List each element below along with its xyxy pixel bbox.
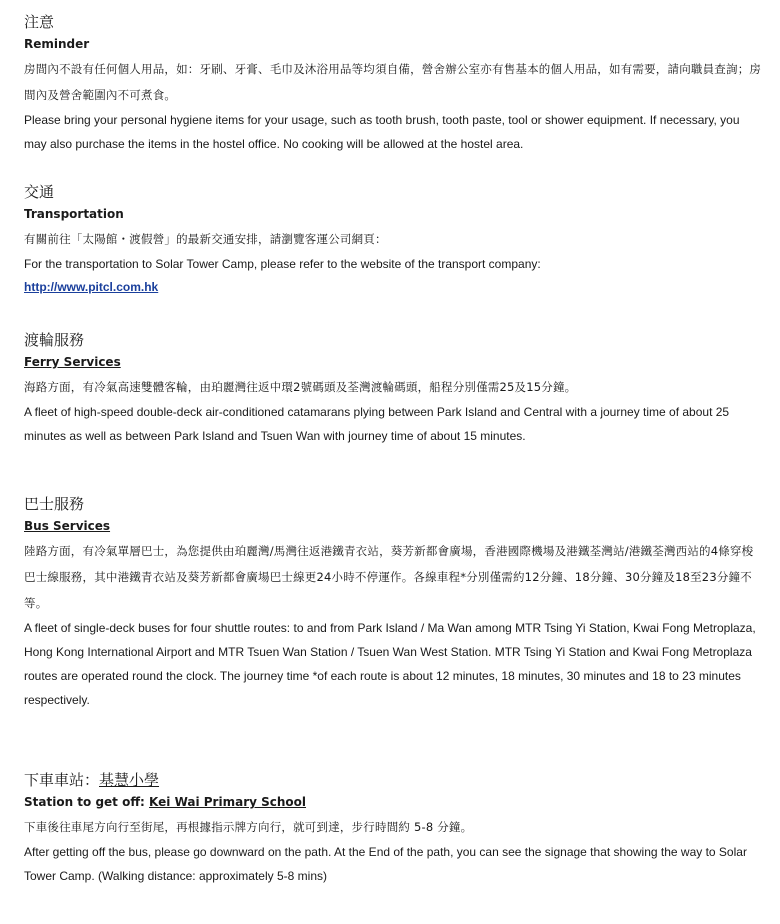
station-zh-title-prefix: 下車車站： xyxy=(24,771,100,789)
reminder-en-title: Reminder xyxy=(24,37,90,51)
reminder-en-text: Please bring your personal hygiene items for your usage, such as tooth brush, tooth paste, tool or shower equipment. If necessary, you may also purchase the items in the hostel office. No cooking will be allowed at the hostel area. xyxy=(24,113,740,151)
bus-en-text: A fleet of single-deck buses for four shuttle routes: to and from Park Island / Ma Wan among MTR Tsing Yi Station, Kwai Fong Metroplaza, Hong Kong International Airport and MTR Tsuen Wan Station / Tsuen Wan West Station. MTR Tsing Yi Station and Kwai Fong Metroplaza routes are operated round the clock. The journey time *of each route is about 12 minutes, 18 minutes, 30 minutes and 18 to 23 minutes respectively. xyxy=(24,621,756,707)
transport-company-link[interactable]: http://www.pitcl.com.hk xyxy=(24,280,159,294)
bus-en-title: Bus Services xyxy=(24,519,111,533)
ferry-zh-title: 渡輪服務 xyxy=(24,331,85,349)
bus-zh-text: 陸路方面，有冷氣單層巴士，為您提供由珀麗灣/馬灣往返港鐵青衣站，葵芳新都會廣場，香港國際機場及港鐵荃灣站/港鐵荃灣西站的4條穿梭巴士線服務，其中港鐵青衣站及葵芳新都會廣場巴士線更24小時不停運作。各線車程*分別僅需約12分鐘、18分鐘、30分鐘及18至23分鐘不等。 xyxy=(24,544,754,610)
ferry-section xyxy=(24,330,764,448)
ferry-en-text: A fleet of high-speed double-deck air-conditioned catamarans plying between Park Island and Central with a journey time of about 25 minutes as well as between Park Island and Tsuen Wan with journey time of about 15 minutes. xyxy=(24,405,730,443)
reminder-zh-title: 注意 xyxy=(24,13,55,31)
station-en-title-name: Kei Wai Primary School xyxy=(149,795,307,809)
ferry-zh-text: 海路方面，有冷氣高速雙體客輪，由珀麗灣往返中環2號碼頭及荃灣渡輪碼頭，船程分別僅需25及15分鐘。 xyxy=(24,380,577,394)
station-en-text: After getting off the bus, please go downward on the path. At the End of the path, you can see the signage that showing the way to Solar Tower Camp. (Walking distance: approximately 5-8 mins) xyxy=(24,845,747,883)
bus-zh-title: 巴士服務 xyxy=(24,495,85,513)
station-zh-title xyxy=(24,770,764,790)
transportation-en-title: Transportation xyxy=(24,207,124,221)
station-en-title-prefix: Station to get off: xyxy=(24,795,150,809)
station-en-title xyxy=(24,794,764,810)
station-section xyxy=(24,770,764,888)
transportation-en-text: For the transportation to Solar Tower Camp, please refer to the website of the transport company: xyxy=(24,257,541,271)
station-zh-title-name: 基慧小學 xyxy=(99,771,160,789)
station-zh-text: 下車後往車尾方向行至街尾，再根據指示牌方向行，就可到達，步行時間約 5-8 分鐘。 xyxy=(24,820,473,834)
reminder-section xyxy=(24,12,764,156)
transportation-zh-title: 交通 xyxy=(24,183,55,201)
bus-section xyxy=(24,494,764,712)
transportation-zh-text: 有關前往「太陽館・渡假營」的最新交通安排，請瀏覽客運公司網頁： xyxy=(24,232,387,246)
reminder-zh-text: 房間內不設有任何個人用品，如：牙刷、牙膏、毛巾及沐浴用品等均須自備，營舍辦公室亦有售基本的個人用品，如有需要，請向職員查詢；房間內及營舍範圍內不可煮食。 xyxy=(24,62,762,102)
transportation-section xyxy=(24,182,764,295)
ferry-en-title: Ferry Services xyxy=(24,355,121,369)
